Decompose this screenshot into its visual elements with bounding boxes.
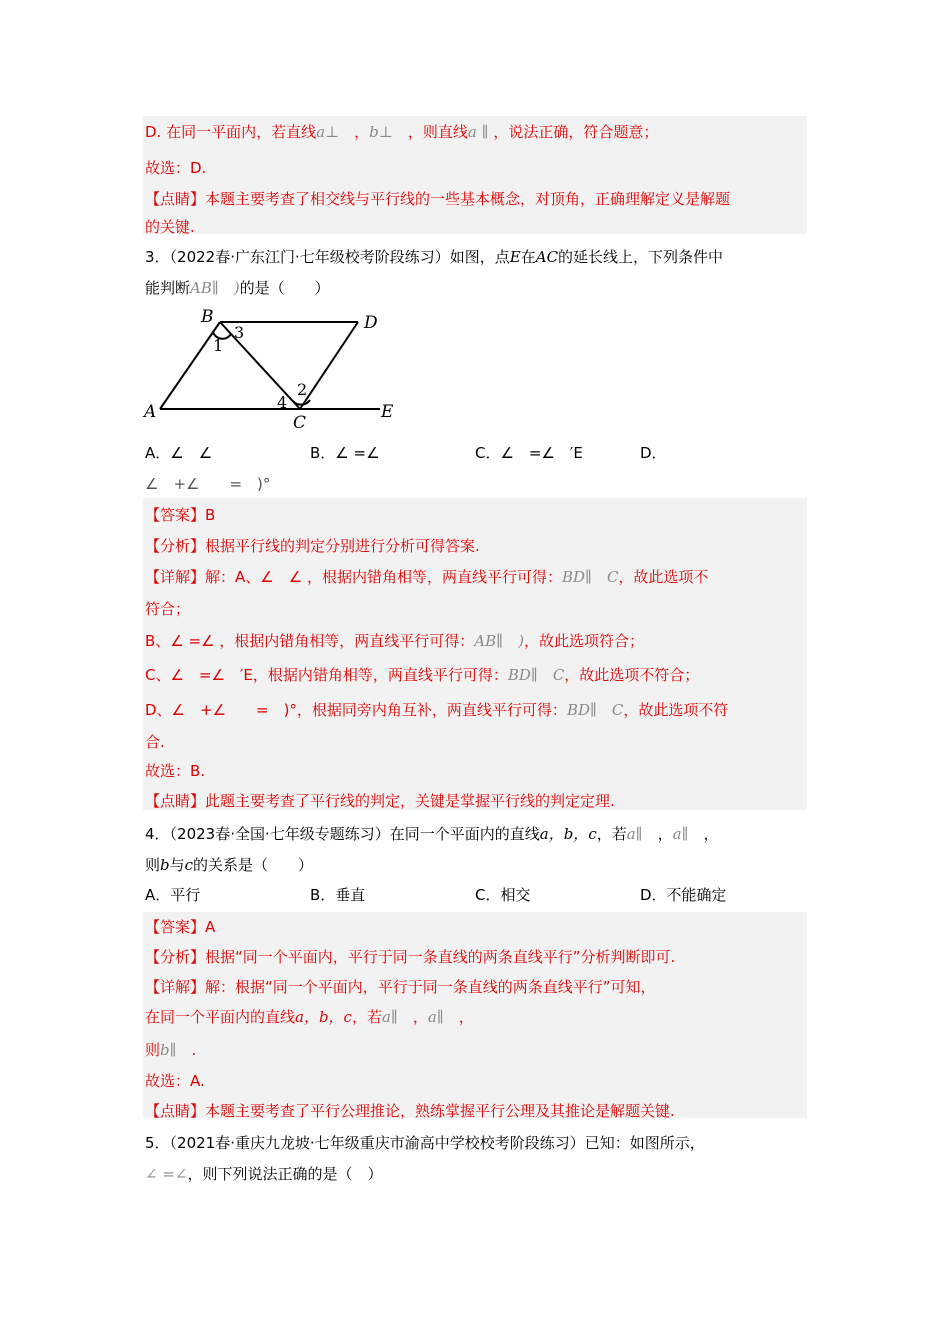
label-3: 3 xyxy=(234,323,245,342)
q3-option-c: C．∠ =∠ ′E xyxy=(475,444,583,462)
label-E: E xyxy=(381,402,394,422)
label-B: B xyxy=(201,307,214,327)
prev-option-d: D. 在同一平面内，若直线a⊥ ，b⊥ ，则直线a ∥ ，说法正确，符合题意； xyxy=(145,123,659,141)
q4-dianjing: 【点睛】本题主要考查了平行公理推论，熟练掌握平行公理及其推论是解题关键. xyxy=(145,1102,675,1120)
q3-stem-cont: 能判断AB∥ )的是（ ） xyxy=(145,279,330,297)
label-C: C xyxy=(293,413,307,433)
q4-stem: 4．（2023春·全国·七年级专题练习）在同一个平面内的直线a，b，c，若a∥ ，a∥ ， xyxy=(145,825,719,843)
q3-figure xyxy=(140,304,410,434)
q4-option-b: B．垂直 xyxy=(310,886,366,904)
q3-detail-a: 【详解】解：A、∠ ∠ ，根据内错角相等，两直线平行可得：BD∥ C，故此选项不 xyxy=(145,568,709,586)
prev-dianjing: 【点睛】本题主要考查了相交线与平行线的一些基本概念，对顶角，正确理解定义是解题 xyxy=(145,190,731,208)
prev-dianjing-cont: 的关键. xyxy=(145,218,195,236)
q4-detail-cont: 在同一个平面内的直线a，b，c，若a∥ ，a∥ ， xyxy=(145,1008,474,1026)
q4-detail: 【详解】解：根据“同一个平面内，平行于同一条直线的两条直线平行”可知， xyxy=(145,978,656,996)
q3-dianjing: 【点睛】此题主要考查了平行线的判定，关键是掌握平行线的判定定理. xyxy=(145,792,615,810)
q4-detail-result: 则b∥ . xyxy=(145,1041,197,1059)
label-D: D xyxy=(364,313,378,333)
label-4: 4 xyxy=(277,393,288,412)
q3-analysis: 【分析】根据平行线的判定分别进行分析可得答案. xyxy=(145,537,480,555)
q3-option-d: D． xyxy=(640,444,667,462)
q3-conclusion: 故选：B. xyxy=(145,762,206,780)
label-A: A xyxy=(144,402,157,422)
q4-option-a: A．平行 xyxy=(145,886,201,904)
q3-detail-c: C、∠ =∠ ′E，根据内错角相等，两直线平行可得：BD∥ C，故此选项不符合； xyxy=(145,666,700,684)
q5-stem: 5．（2021春·重庆九龙坡·七年级重庆市渝高中学校校考阶段练习）已知：如图所示， xyxy=(145,1134,705,1152)
q3-detail-a-cont: 符合； xyxy=(145,600,191,618)
q4-conclusion: 故选：A. xyxy=(145,1072,205,1090)
label-2: 2 xyxy=(297,380,308,399)
q3-detail-d-cont: 合. xyxy=(145,733,165,751)
q3-option-d-content: ∠ +∠ = )° xyxy=(145,475,271,493)
q4-option-d: D．不能确定 xyxy=(640,886,727,904)
q3-option-b: B．∠ =∠ xyxy=(310,444,380,462)
q4-option-c: C．相交 xyxy=(475,886,531,904)
q3-option-a: A．∠ ∠ xyxy=(145,444,213,462)
label-1: 1 xyxy=(213,336,224,355)
q5-stem-cont: ∠ =∠，则下列说法正确的是（ ） xyxy=(145,1165,383,1183)
q3-detail-b: B、∠ =∠ ，根据内错角相等，两直线平行可得：AB∥ )，故此选项符合； xyxy=(145,632,644,650)
q4-stem-cont: 则b与c的关系是（ ） xyxy=(145,856,314,874)
q4-answer: 【答案】A xyxy=(145,918,216,936)
q3-stem: 3．（2022春·广东江门·七年级校考阶段练习）如图，点E在AC的延长线上，下列条件中 xyxy=(145,248,724,266)
q3-answer: 【答案】B xyxy=(145,506,216,524)
prev-conclusion: 故选：D. xyxy=(145,159,207,177)
q3-detail-d: D、∠ +∠ = )°，根据同旁内角互补，两直线平行可得：BD∥ C，故此选项不符 xyxy=(145,701,729,719)
q4-analysis: 【分析】根据“同一个平面内，平行于同一条直线的两条直线平行”分析判断即可. xyxy=(145,948,676,966)
